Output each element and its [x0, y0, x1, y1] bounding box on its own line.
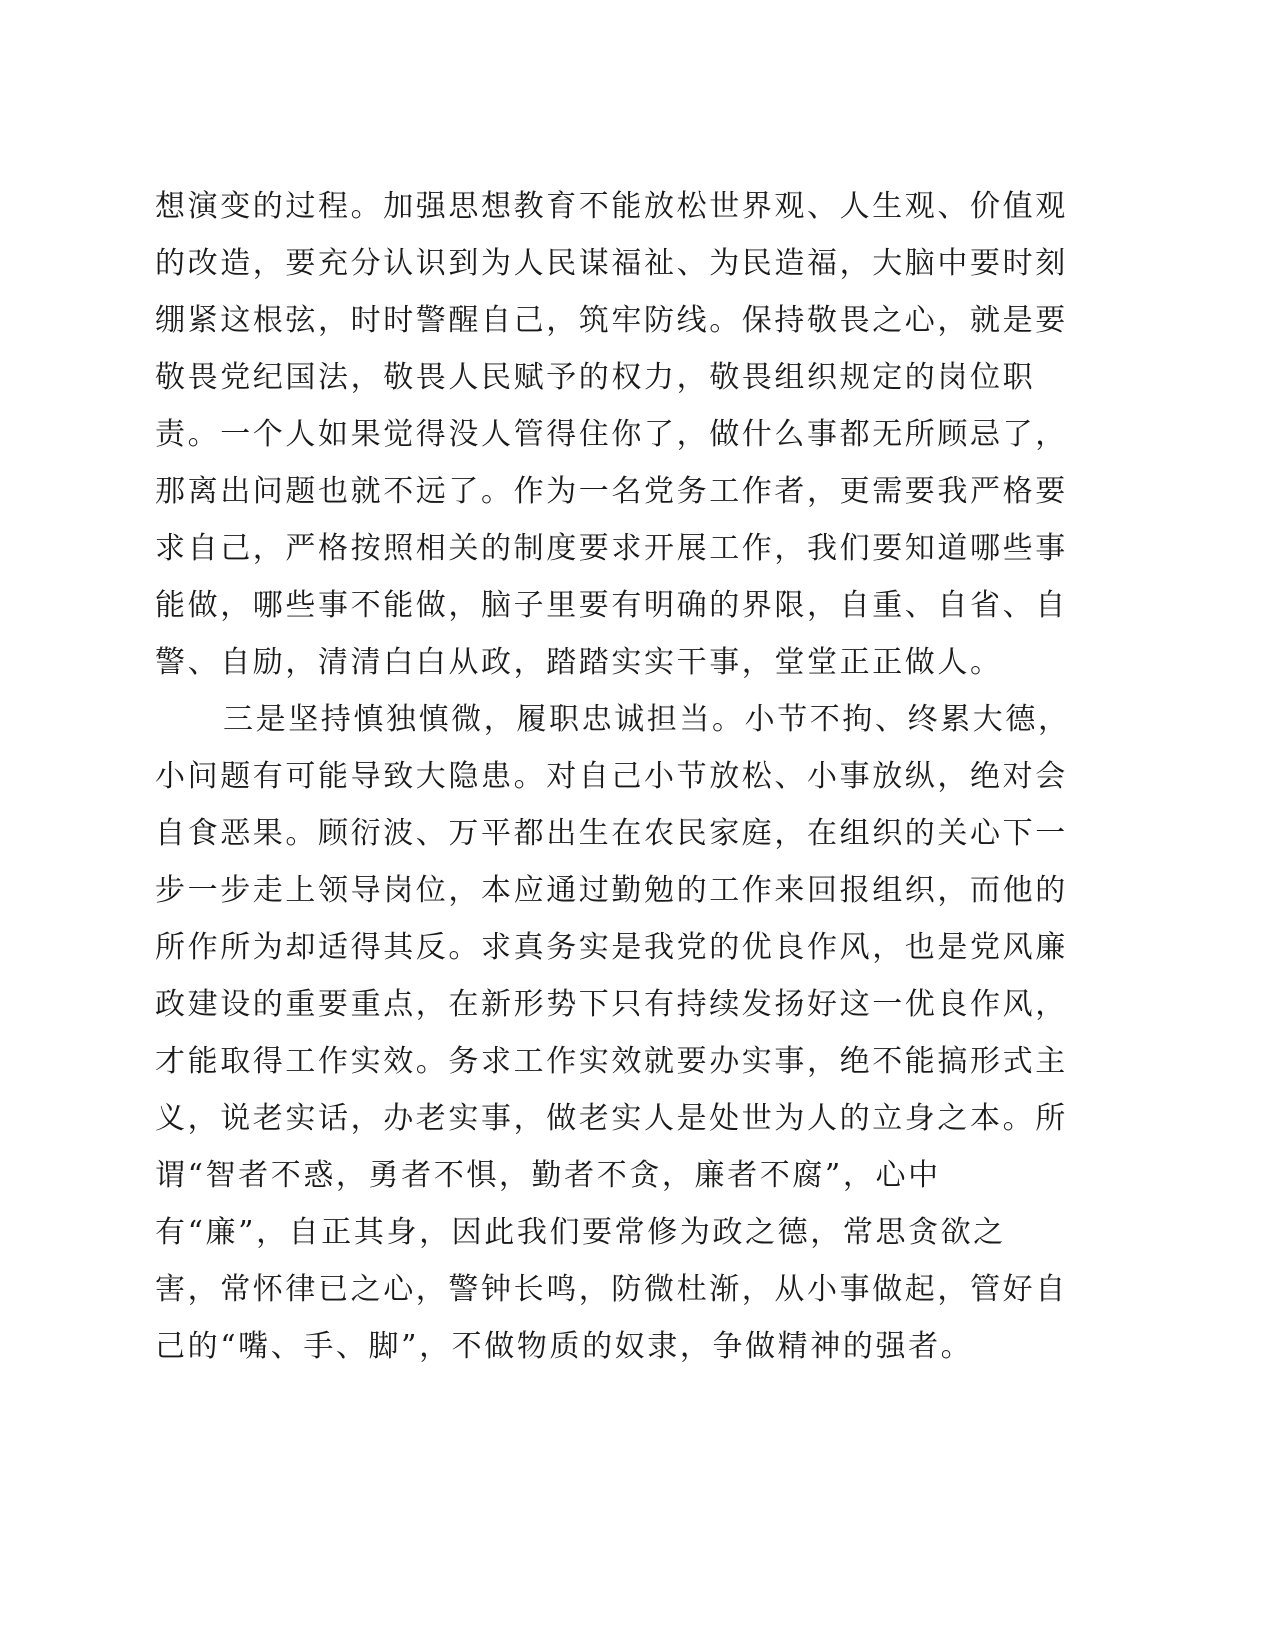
text-line: 的改造，要充分认识到为人民谋福祉、为民造福，大脑中要时刻 [155, 246, 1068, 281]
text-line: 己的“嘴、手、脚”，不做物质的奴隶，争做精神的强者。 [155, 1329, 974, 1364]
text-line: 警、自励，清清白白从政，踏踏实实干事，堂堂正正做人。 [155, 645, 1003, 680]
text-line: 有“廉”，自正其身，因此我们要常修为政之德，常思贪欲之 [155, 1215, 1006, 1250]
text-line: 政建设的重要重点，在新形势下只有持续发扬好这一优良作风， [155, 987, 1068, 1022]
text-line: 义，说老实话，办老实事，做老实人是处世为人的立身之本。所 [155, 1101, 1068, 1136]
text-line: 能做，哪些事不能做，脑子里要有明确的界限，自重、自省、自 [155, 588, 1068, 623]
text-line: 谓“智者不惑，勇者不惧，勤者不贪，廉者不腐”，心中 [155, 1158, 941, 1193]
text-line: 才能取得工作实效。务求工作实效就要办实事，绝不能搞形式主 [155, 1044, 1068, 1079]
text-line: 绷紧这根弦，时时警醒自己，筑牢防线。保持敬畏之心，就是要 [155, 303, 1068, 338]
text-line: 步一步走上领导岗位，本应通过勤勉的工作来回报组织，而他的 [155, 873, 1068, 908]
text-line: 所作所为却适得其反。求真务实是我党的优良作风，也是党风廉 [155, 930, 1068, 965]
text-line: 害，常怀律已之心，警钟长鸣，防微杜渐，从小事做起，管好自 [155, 1272, 1068, 1307]
paragraph-start-line: 三是坚持慎独慎微，履职忠诚担当。小节不拘、终累大德， [223, 702, 1071, 737]
text-line: 自食恶果。顾衍波、万平都出生在农民家庭，在组织的关心下一 [155, 816, 1068, 851]
body-text [155, 178, 1095, 1375]
text-line: 小问题有可能导致大隐患。对自己小节放松、小事放纵，绝对会 [155, 759, 1068, 794]
text-line: 责。一个人如果觉得没人管得住你了，做什么事都无所顾忌了， [155, 417, 1068, 452]
text-line: 敬畏党纪国法，敬畏人民赋予的权力，敬畏组织规定的岗位职 [155, 360, 1036, 395]
text-line: 那离出问题也就不远了。作为一名党务工作者，更需要我严格要 [155, 474, 1068, 509]
text-line: 求自己，严格按照相关的制度要求开展工作，我们要知道哪些事 [155, 531, 1068, 566]
text-line: 想演变的过程。加强思想教育不能放松世界观、人生观、价值观 [155, 189, 1068, 224]
